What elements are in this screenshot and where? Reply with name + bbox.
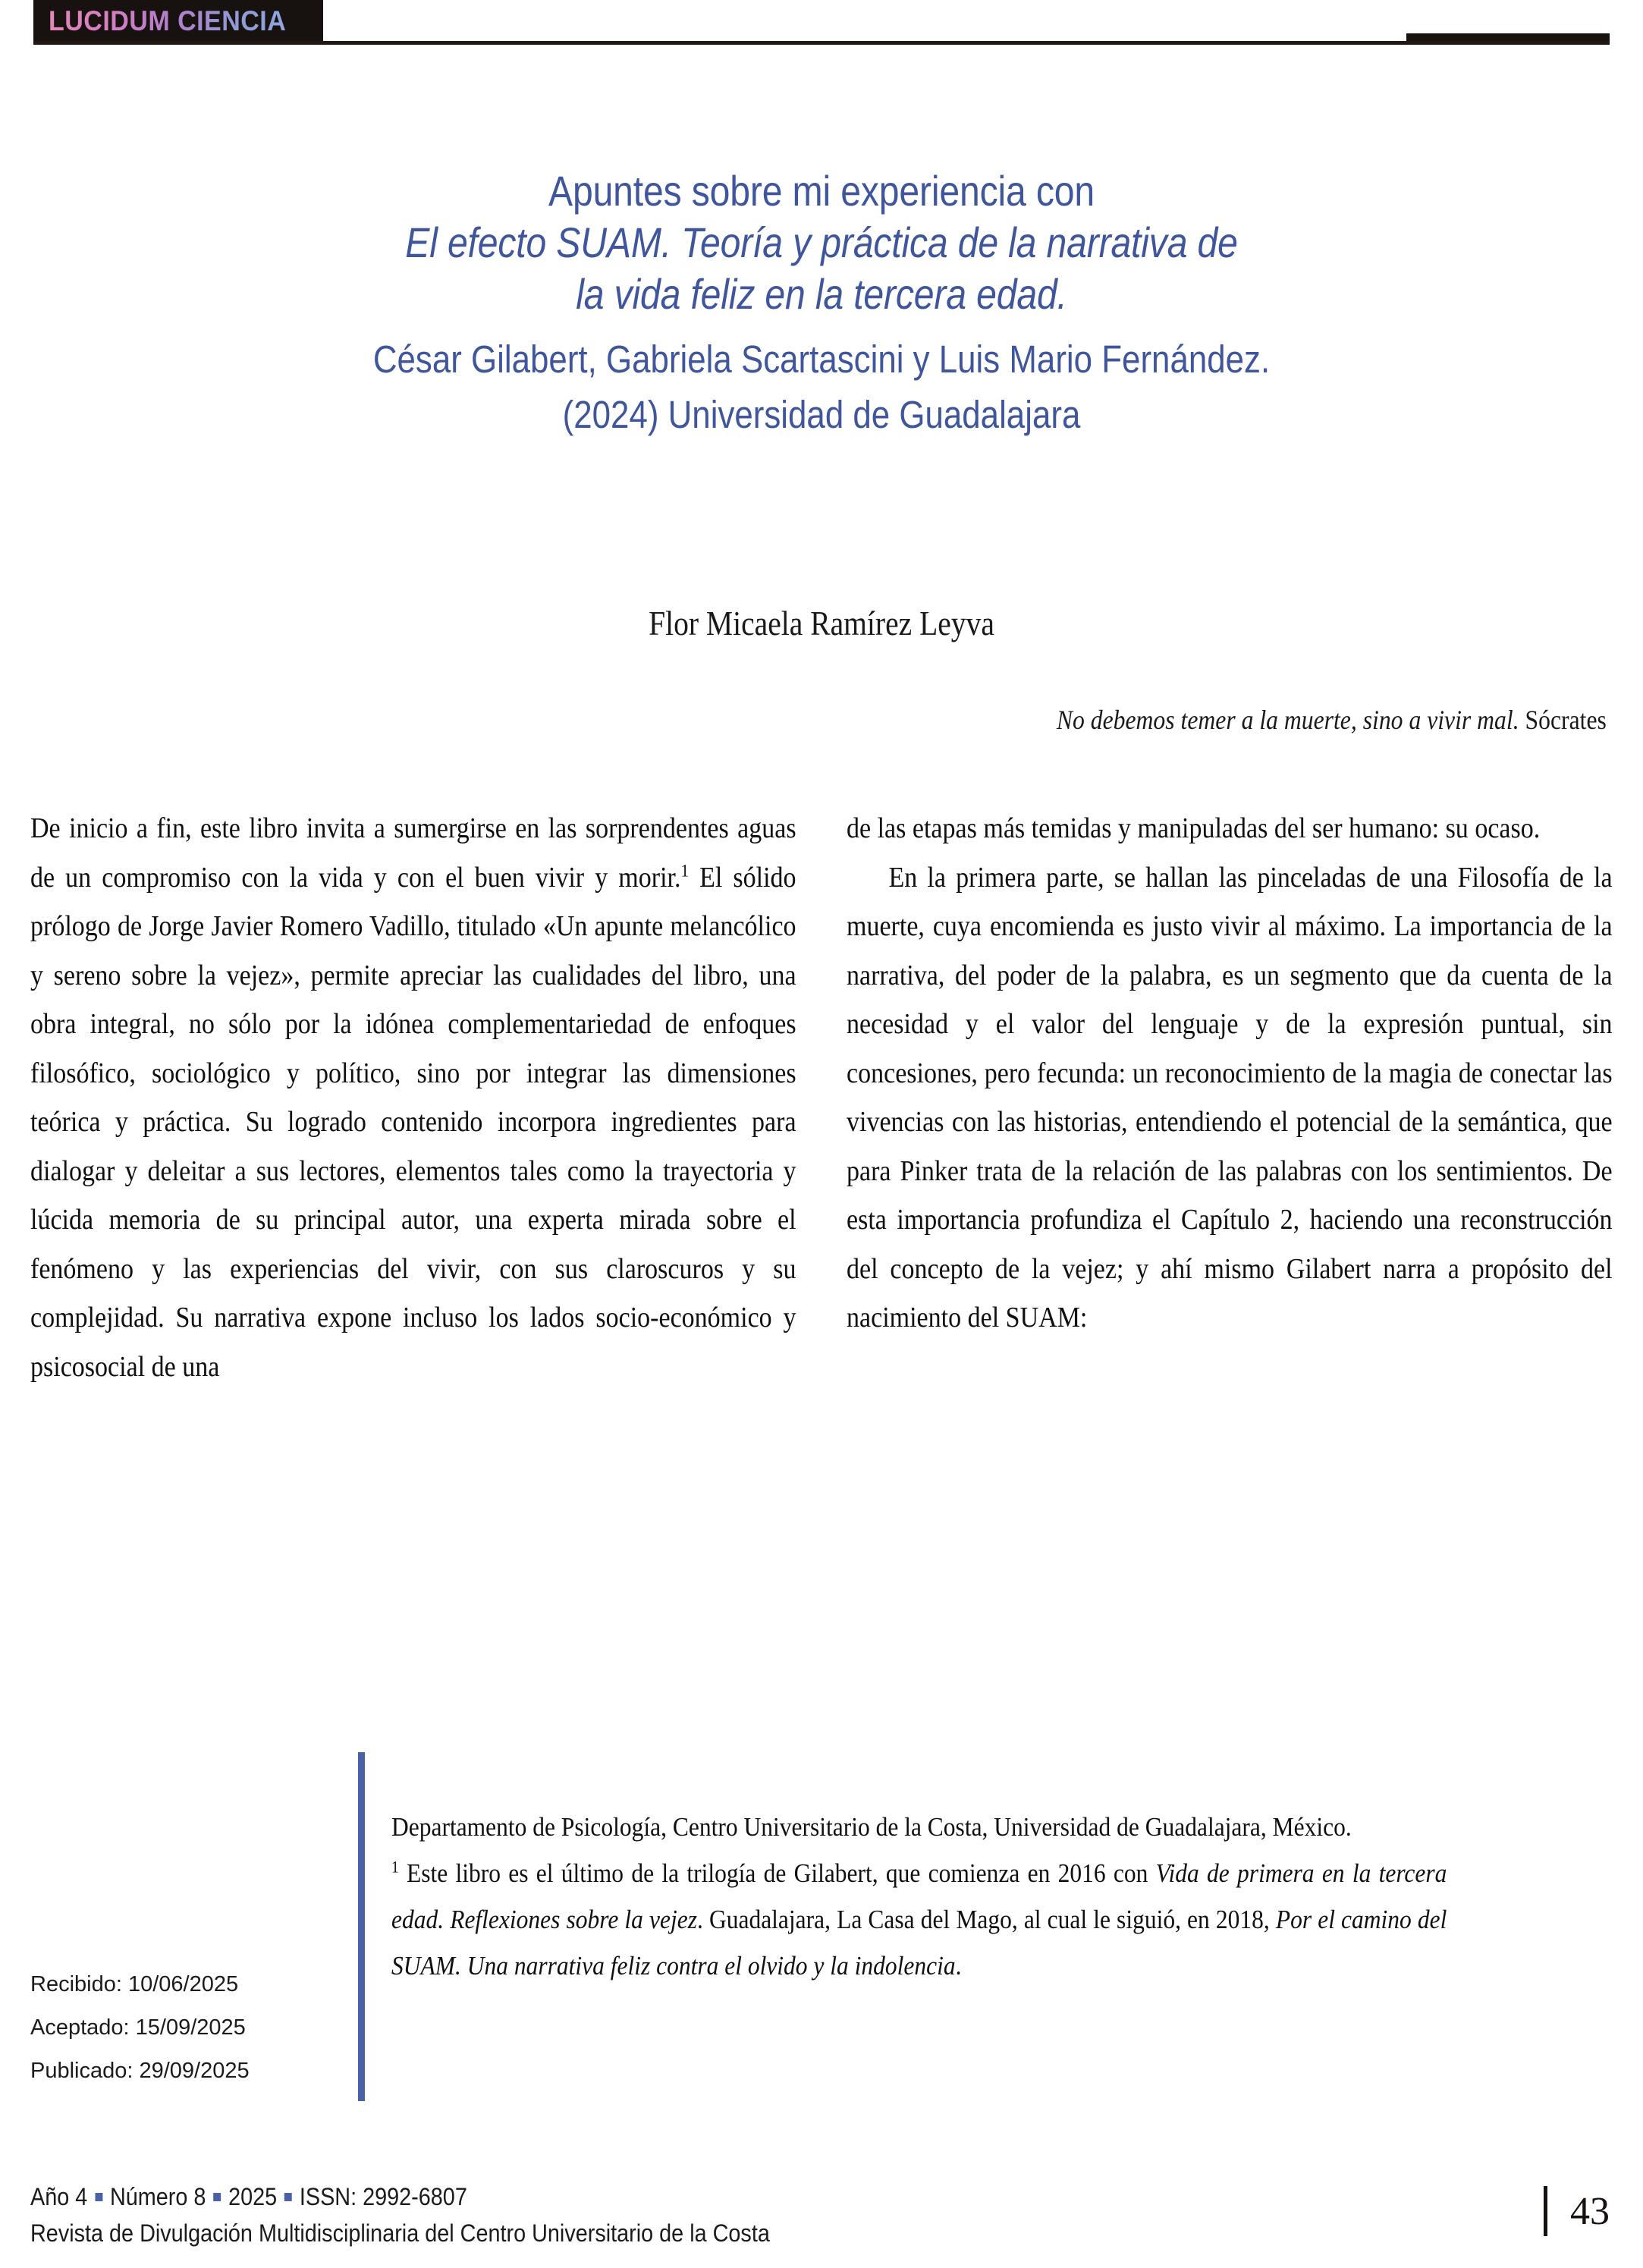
publication-dates xyxy=(30,1963,250,2093)
footer-issue-label: Número 8 xyxy=(109,2183,206,2210)
footnote-1 xyxy=(391,1850,1447,1989)
footnote-affiliation: Departamento de Psicología, Centro Universitario de la Costa, Universidad de Guadalajara, México. xyxy=(391,1812,1352,1842)
paragraph-left-1-text-b: El sólido prólogo de Jorge Javier Romero Vadillo, titulado «Un apunte melancólico y sereno sobre la vejez», permite apreciar las cualidades del libro, una obra integral, no sólo por la idónea complementariedad de enfoques filosófico, sociológico y político, sino por integrar las dimensiones teórica y práctica. Su logrado contenido incorpora ingredientes para dialogar y deleitar a sus lectores, elementos tales como la trayectoria y lúcida memoria de su principal autor, una experta mirada sobre el fenómeno y las experiencias del vivir, con sus claroscuros y su complejidad. Su narrativa expone incluso los lados socio-económico y psicosocial de una xyxy=(30,861,796,1383)
masthead-brand-label: LUCIDUM CIENCIA xyxy=(49,5,287,36)
paragraph-right-1: de las etapas más temidas y manipuladas del ser humano: su ocaso. xyxy=(847,812,1541,844)
column-left xyxy=(30,804,796,1391)
footnote-block xyxy=(391,1804,1447,1989)
masthead xyxy=(0,0,1643,47)
footnote-divider xyxy=(358,1752,365,2101)
masthead-rule xyxy=(33,41,1610,45)
page-number-block xyxy=(1544,2186,1610,2236)
footer-issue-line xyxy=(30,2178,770,2215)
footnote-1-title-1: Vida de primera en la tercera edad. Reflexiones sobre la vejez xyxy=(391,1858,1447,1934)
paragraph-right-2: En la primera parte, se hallan las pinceladas de una Filosofía de la muerte, cuya encomienda es justo vivir al máximo. La importancia de la narrativa, del poder de la palabra, es un segmento que da cuenta de la necesidad y el valor del lenguaje y de la expresión puntual, sin concesiones, pero fecunda: un reconocimiento de la magia de conectar las vivencias con las historias, entendiendo el potencial de la semántica, que para Pinker trata de la relación de las palabras con los sentimientos. De esta importancia profundiza el Capítulo 2, haciendo una reconstrucción del concepto de la vejez; y ahí mismo Gilabert narra a propósito del nacimiento del SUAM: xyxy=(847,861,1613,1333)
footnote-number: 1 xyxy=(391,1858,399,1877)
paragraph-left-1-text-a: De inicio a fin, este libro invita a sumergirse en las sorprendentes aguas de un compromiso con la vida y con el buen vivir y morir. xyxy=(30,812,796,894)
separator-square-icon xyxy=(284,2193,292,2201)
page-number: 43 xyxy=(1570,2189,1610,2233)
page-title-line-3: la vida feliz en la tercera edad. xyxy=(576,270,1067,318)
footnote-1-seg-3: . xyxy=(955,1951,962,1981)
page-number-rule xyxy=(1544,2186,1547,2236)
body-columns xyxy=(30,804,1613,1391)
epigraph xyxy=(1057,704,1607,736)
title-block xyxy=(0,165,1643,441)
column-right xyxy=(847,804,1613,1391)
masthead-brand-badge xyxy=(33,0,323,41)
footnote-ref-1[interactable]: 1 xyxy=(680,860,690,881)
epigraph-quote: No debemos temer a la muerte, sino a vivir mal. xyxy=(1056,705,1519,735)
footer-journal-line: Revista de Divulgación Multidisciplinaria del Centro Universitario de la Costa xyxy=(30,2219,770,2247)
masthead-rule-cap xyxy=(1406,33,1610,41)
page-title-line-2: El efecto SUAM. Teoría y práctica de la narrativa de xyxy=(405,218,1238,266)
page-title-line-1: Apuntes sobre mi experiencia con xyxy=(548,167,1095,215)
date-received: Recibido: 10/06/2025 xyxy=(30,1972,239,1996)
separator-square-icon xyxy=(95,2193,102,2201)
footer-issn: ISSN: 2992-6807 xyxy=(299,2183,467,2210)
date-accepted: Aceptado: 15/09/2025 xyxy=(30,2015,246,2040)
page-footer xyxy=(30,2178,770,2251)
book-publisher: (2024) Universidad de Guadalajara xyxy=(562,393,1081,436)
footnote-1-title-2: Por el camino del SUAM. Una narrativa feliz contra el olvido y la indolencia xyxy=(391,1905,1447,1981)
footer-year: 2025 xyxy=(228,2183,278,2210)
date-published: Publicado: 29/09/2025 xyxy=(30,2059,250,2083)
footnote-1-seg-1: Este libro es el último de la trilogía de Gilabert, que comienza en 2016 con xyxy=(398,1858,1156,1888)
footnote-1-seg-2: . Guadalajara, La Casa del Mago, al cual le siguió, en 2018, xyxy=(696,1905,1276,1934)
review-author: Flor Micaela Ramírez Leyva xyxy=(649,604,994,642)
epigraph-attribution: Sócrates xyxy=(1525,705,1607,735)
paragraph-left-1 xyxy=(30,804,796,1391)
separator-square-icon xyxy=(213,2193,221,2201)
book-authors: César Gilabert, Gabriela Scartascini y Luis Mario Fernández. xyxy=(372,338,1271,381)
footer-year-label: Año 4 xyxy=(30,2183,88,2210)
